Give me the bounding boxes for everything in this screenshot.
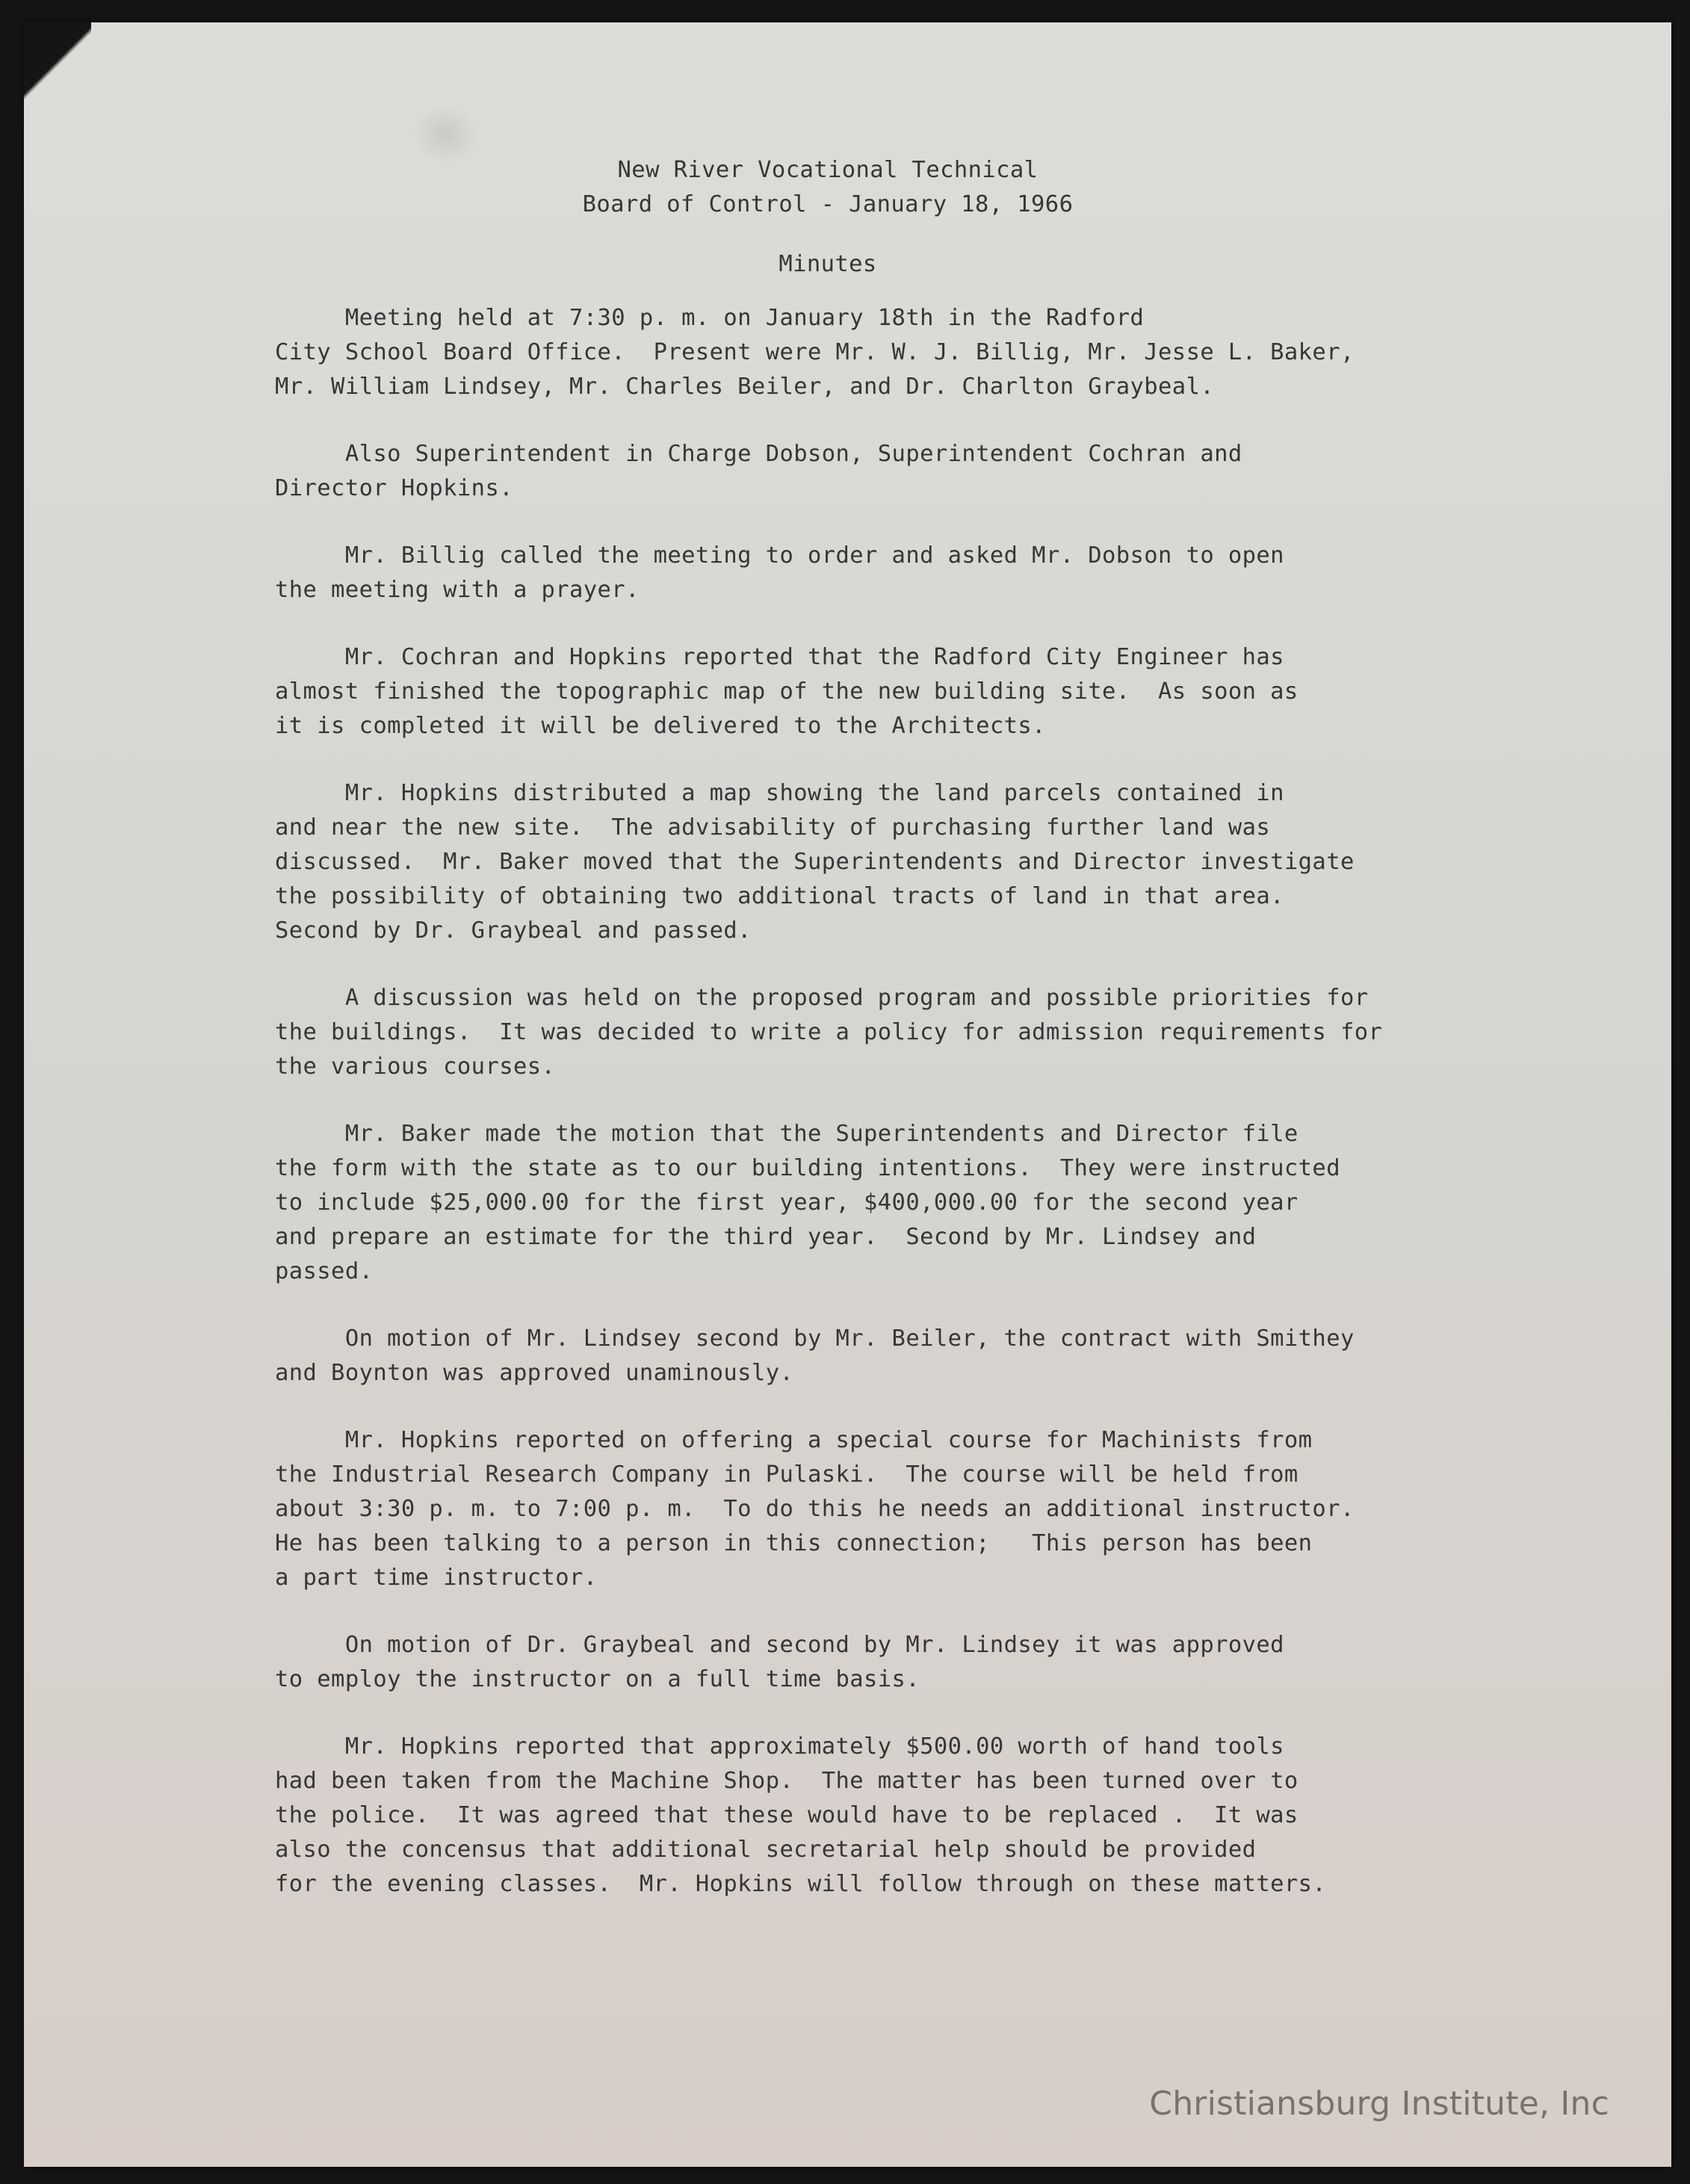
header-line-1: New River Vocational Technical — [617, 157, 1039, 183]
minutes-paragraph — [275, 539, 1590, 607]
paragraph-line: and prepare an estimate for the third year. Second by Mr. Lindsey and — [275, 1224, 1257, 1250]
paragraph-line: to include $25,000.00 for the first year, $400,000.00 for the second year — [275, 1190, 1299, 1216]
document-header — [275, 153, 1381, 222]
paragraph-line: the meeting with a prayer. — [275, 577, 640, 603]
header-line-2: Board of Control - January 18, 1966 — [582, 191, 1074, 217]
paragraph-line: to employ the instructor on a full time basis. — [275, 1666, 920, 1692]
paragraph-line: discussed. Mr. Baker moved that the Superintendents and Director investigate — [275, 849, 1355, 875]
paragraph-line: and near the new site. The advisability of purchasing further land was — [275, 814, 1271, 841]
paragraph-line: the buildings. It was decided to write a policy for admission requirements for — [275, 1019, 1383, 1045]
paragraph-line: Second by Dr. Graybeal and passed. — [275, 918, 752, 944]
paragraph-line: Director Hopkins. — [275, 475, 513, 501]
paragraph-line: the Industrial Research Company in Pulaski. The course will be held from — [275, 1461, 1299, 1488]
paragraph-line: about 3:30 p. m. to 7:00 p. m. To do this he needs an additional instructor. — [275, 1496, 1355, 1522]
minutes-paragraph — [275, 1730, 1590, 1902]
paragraph-line: had been taken from the Machine Shop. The matter has been turned over to — [275, 1768, 1299, 1794]
minutes-paragraph — [275, 301, 1590, 404]
paragraph-line: the police. It was agreed that these would have to be replaced . It was — [275, 1802, 1299, 1828]
paragraph-line: On motion of Dr. Graybeal and second by Mr. Lindsey it was approved — [275, 1632, 1284, 1658]
paragraph-line: the form with the state as to our building intentions. They were instructed — [275, 1155, 1340, 1181]
paragraph-line: the possibility of obtaining two additional tracts of land in that area. — [275, 883, 1284, 909]
paragraph-line: the various courses. — [275, 1054, 556, 1080]
paragraph-line: a part time instructor. — [275, 1565, 598, 1591]
torn-corner — [24, 22, 91, 105]
minutes-paragraph — [275, 640, 1590, 743]
paragraph-line: Also Superintendent in Charge Dobson, Superintendent Cochran and — [275, 441, 1242, 467]
paragraph-line: Mr. Cochran and Hopkins reported that the Radford City Engineer has — [275, 644, 1284, 670]
paragraph-line: He has been talking to a person in this connection; This person has been — [275, 1530, 1313, 1556]
minutes-paragraph — [275, 437, 1590, 506]
paragraph-line: Mr. Baker made the motion that the Superintendents and Director file — [275, 1121, 1299, 1147]
paragraph-line: it is completed it will be delivered to the Architects. — [275, 713, 1046, 739]
minutes-title: Minutes — [779, 251, 877, 277]
paragraph-line: On motion of Mr. Lindsey second by Mr. Beiler, the contract with Smithey — [275, 1325, 1355, 1352]
paragraph-line: Mr. Hopkins reported that approximately $500.00 worth of hand tools — [275, 1733, 1284, 1760]
minutes-paragraphs — [275, 301, 1590, 1902]
minutes-paragraph — [275, 1628, 1590, 1697]
watermark: Christiansburg Institute, Inc — [1149, 2085, 1609, 2123]
paragraph-line: and Boynton was approved unaminously. — [275, 1360, 794, 1386]
paragraph-line: Mr. William Lindsey, Mr. Charles Beiler, and Dr. Charlton Graybeal. — [275, 374, 1215, 400]
minutes-paragraph — [275, 981, 1590, 1084]
paragraph-line: Meeting held at 7:30 p. m. on January 18th in the Radford — [275, 305, 1145, 331]
paragraph-line: A discussion was held on the proposed program and possible priorities for — [275, 985, 1369, 1011]
paragraph-line: also the concensus that additional secretarial help should be provided — [275, 1837, 1257, 1863]
paragraph-line: Mr. Hopkins distributed a map showing the land parcels contained in — [275, 780, 1284, 806]
paragraph-line: Mr. Billig called the meeting to order and asked Mr. Dobson to open — [275, 542, 1284, 569]
minutes-paragraph — [275, 1423, 1590, 1595]
paragraph-line: City School Board Office. Present were Mr. W. J. Billig, Mr. Jesse L. Baker, — [275, 339, 1355, 365]
minutes-paragraph — [275, 1117, 1590, 1289]
paragraph-line: Mr. Hopkins reported on offering a special course for Machinists from — [275, 1427, 1313, 1453]
document-body — [275, 153, 1590, 1934]
paragraph-line: almost finished the topographic map of the new building site. As soon as — [275, 678, 1299, 705]
paragraph-line: for the evening classes. Mr. Hopkins will follow through on these matters. — [275, 1871, 1327, 1897]
minutes-paragraph — [275, 1322, 1590, 1390]
paragraph-line: passed. — [275, 1258, 374, 1284]
minutes-paragraph — [275, 776, 1590, 948]
